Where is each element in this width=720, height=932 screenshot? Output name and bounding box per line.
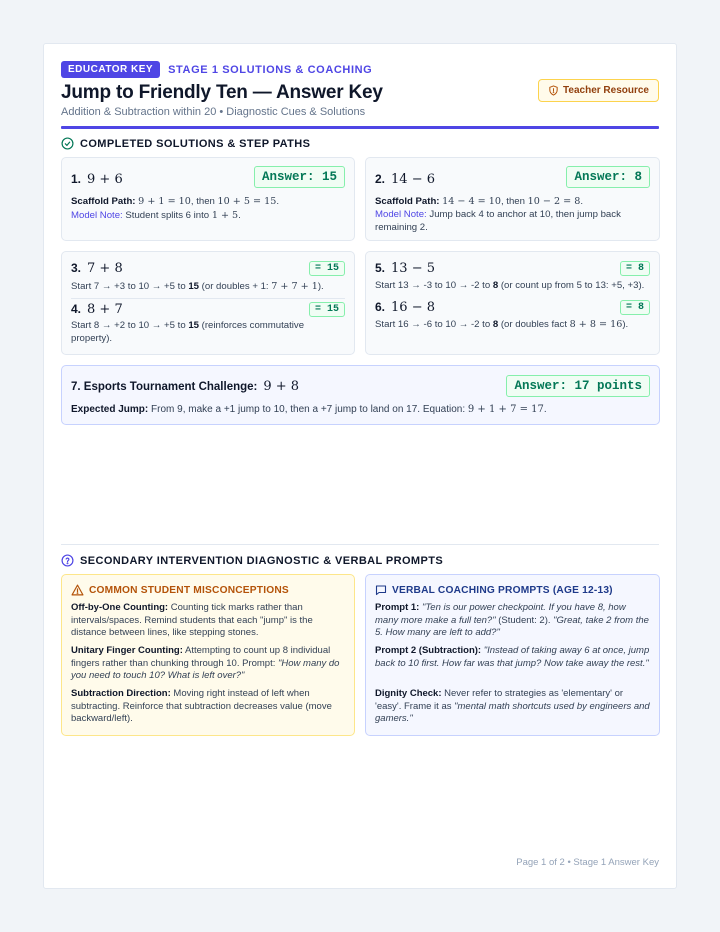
coaching-prompt <box>375 688 651 726</box>
problem-number: 2. <box>375 172 386 186</box>
model-note <box>375 208 651 234</box>
coaching-prompt-quote: "Instead of taking away 6 at once, jump back to 10 first. How far was that jump? Now take away the rest." <box>375 645 650 669</box>
scaffold-end: . <box>580 196 584 207</box>
model-note-math: 1 + 5 <box>211 210 239 221</box>
expected-jump-end: . <box>543 404 547 415</box>
solutions-section-title <box>61 137 310 150</box>
coaching-prompt <box>375 602 651 640</box>
problem-expression: 16 − 8 <box>391 300 435 315</box>
model-note-end: . <box>238 210 241 221</box>
page-footer: Page 1 of 2 • Stage 1 Answer Key <box>516 857 659 868</box>
solution-end: ). <box>622 319 629 330</box>
coaching-prompt-label: Prompt 1: <box>375 602 420 613</box>
problem-number: 3. <box>71 261 82 275</box>
misconception-text: Moving right instead of left when subtracting. Reinforce that subtraction decreases value (move backward/left). <box>71 688 332 725</box>
problem-expression: 14 − 6 <box>391 172 435 187</box>
answer-badge: = 8 <box>620 300 650 315</box>
solution-text-alt: (or count up from 5 to 13: +5, +3). <box>498 280 645 291</box>
answer-badge: = 8 <box>620 261 650 276</box>
expected-jump-text: From 9, make a +1 jump to 10, then a +7 jump to land on 17. Equation: <box>148 404 468 415</box>
solution-end: ). <box>317 281 324 292</box>
misconception-prompt: "How many do you need to touch 10? What is left over?" <box>71 657 340 682</box>
question-circle-icon <box>61 554 74 567</box>
scaffold-label: Scaffold Path: <box>71 196 136 207</box>
solution-text: Start 13 → -3 to 10 → -2 to <box>375 280 493 291</box>
problem-label: 7. Esports Tournament Challenge: <box>71 381 258 393</box>
problem-expression: 9 + 8 <box>263 379 300 394</box>
solution-text-alt: (or doubles + 1: <box>199 281 272 292</box>
answer-key-page <box>43 43 677 889</box>
misconception-text: Attempting to count up 8 individual fingers rather than chunking through 10. Prompt: <box>71 645 331 669</box>
expected-jump <box>71 403 651 416</box>
answer-badge: Answer: 8 <box>566 166 650 188</box>
scaffold-label: Scaffold Path: <box>375 196 440 207</box>
solution-text-alt: (reinforces commutative property). <box>71 320 305 344</box>
misconceptions-header <box>71 584 289 596</box>
scaffold-step-1: 9 + 1 = 10 <box>138 196 191 207</box>
problem-card-5-6 <box>365 251 660 355</box>
misconceptions-title: COMMON STUDENT MISCONCEPTIONS <box>89 584 289 596</box>
model-note-text: Jump back 4 to anchor at 10, then jump back remaining 2. <box>375 209 621 233</box>
page-subtitle: Addition & Subtraction within 20 • Diagnostic Cues & Solutions <box>61 106 366 118</box>
intervention-section-label: SECONDARY INTERVENTION DIAGNOSTIC & VERBAL PROMPTS <box>80 554 444 567</box>
stage-label: STAGE 1 SOLUTIONS & COACHING <box>168 63 373 76</box>
scaffold-step-1: 14 − 4 = 10 <box>442 196 501 207</box>
solution-text: Start 16 → -6 to 10 → -2 to <box>375 319 493 330</box>
page-title: Jump to Friendly Ten — Answer Key <box>61 82 383 103</box>
speech-bubble-icon <box>375 584 387 596</box>
misconception-item <box>71 645 347 683</box>
problem-expression: 7 + 8 <box>87 261 123 276</box>
solution-math: 8 + 8 = 16 <box>569 319 623 330</box>
model-note-label: Model Note: <box>71 210 123 221</box>
solution-path <box>71 319 331 345</box>
misconception-label: Off-by-One Counting: <box>71 602 169 613</box>
solution-math: 7 + 7 + 1 <box>271 281 318 292</box>
problem-4 <box>71 302 123 317</box>
answer-badge: = 15 <box>309 261 345 276</box>
check-circle-icon <box>61 137 74 150</box>
solution-result: 8 <box>492 319 499 330</box>
model-note-text: Student splits 6 into <box>125 210 212 221</box>
solution-path <box>375 318 655 331</box>
problem-card-3-4 <box>61 251 355 355</box>
coaching-prompt-quote: "mental math shortcuts used by engineers and gamers." <box>375 700 650 725</box>
problem-7 <box>71 379 299 394</box>
teacher-resource-badge <box>538 79 659 102</box>
problem-3 <box>71 261 123 276</box>
solution-text-alt: (or doubles fact <box>498 319 570 330</box>
scaffold-end: . <box>276 196 280 207</box>
intervention-section-title <box>61 554 443 567</box>
solution-text: Start 7 → +3 to 10 → +5 to <box>71 281 189 292</box>
shield-icon <box>548 85 559 96</box>
solution-text: Start 8 → +2 to 10 → +5 to <box>71 320 189 331</box>
solution-result: 8 <box>492 280 499 291</box>
header-rule <box>61 126 659 129</box>
coaching-prompt <box>375 645 651 670</box>
model-note <box>71 209 347 222</box>
coaching-card <box>365 574 660 736</box>
teacher-resource-label: Teacher Resource <box>563 85 649 96</box>
problem-card-7 <box>61 365 660 425</box>
solution-result: 15 <box>188 281 199 292</box>
problem-6 <box>375 300 435 315</box>
model-note-label: Model Note: <box>375 209 427 220</box>
section-divider <box>61 544 659 545</box>
problem-number: 6. <box>375 300 386 314</box>
problem-number: 4. <box>71 302 82 316</box>
misconception-text: Counting tick marks rather than intervals/spaces. Remind students that each "jump" is the distance between lines, like stepping stones. <box>71 602 313 639</box>
warning-icon <box>71 584 84 596</box>
problem-5 <box>375 261 435 276</box>
scaffold-connector: , then <box>190 196 218 207</box>
scaffold-step-2: 10 + 5 = 15 <box>217 196 277 207</box>
problem-number: 1. <box>71 172 82 186</box>
problem-1 <box>71 172 123 187</box>
scaffold-step-2: 10 − 2 = 8 <box>527 196 581 207</box>
problem-expression: 9 + 6 <box>87 172 123 187</box>
problem-expression: 8 + 7 <box>87 302 123 317</box>
answer-badge: = 15 <box>309 302 345 317</box>
scaffold-path <box>71 195 347 208</box>
misconception-item <box>71 688 347 726</box>
header-tags <box>61 61 372 78</box>
problem-2 <box>375 172 435 187</box>
coaching-prompt-text: Never refer to strategies as 'elementary' or 'easy'. Frame it as <box>375 688 624 712</box>
answer-badge: Answer: 17 points <box>506 375 650 397</box>
scaffold-path <box>375 195 651 208</box>
misconception-label: Subtraction Direction: <box>71 688 171 699</box>
coaching-prompt-label: Prompt 2 (Subtraction): <box>375 645 482 656</box>
coaching-prompt-quote: "Ten is our power checkpoint. If you have 8, how many more make a full ten?" <box>375 602 626 626</box>
problem-expression: 13 − 5 <box>391 261 435 276</box>
solution-result: 15 <box>188 320 199 331</box>
educator-key-badge: EDUCATOR KEY <box>61 61 160 78</box>
coaching-prompt-aside: (Student: 2). <box>495 614 554 626</box>
coaching-header <box>375 584 613 596</box>
expected-jump-math: 9 + 1 + 7 = 17 <box>467 404 544 415</box>
misconception-label: Unitary Finger Counting: <box>71 645 183 656</box>
coaching-prompt-quote: "Great, take 2 from the 5. How many are left to add?" <box>375 614 649 639</box>
answer-badge: Answer: 15 <box>254 166 345 188</box>
problem-card-1 <box>61 157 355 241</box>
row-divider <box>71 298 345 299</box>
scaffold-connector: , then <box>500 196 528 207</box>
coaching-title: VERBAL COACHING PROMPTS (AGE 12-13) <box>392 584 613 596</box>
solutions-section-label: COMPLETED SOLUTIONS & STEP PATHS <box>80 137 311 150</box>
solution-path <box>71 280 347 293</box>
misconception-item <box>71 602 347 640</box>
solution-path <box>375 279 655 292</box>
coaching-prompt-label: Dignity Check: <box>375 688 442 699</box>
misconceptions-card <box>61 574 355 736</box>
expected-jump-label: Expected Jump: <box>71 404 149 415</box>
problem-number: 5. <box>375 261 386 275</box>
problem-card-2 <box>365 157 660 241</box>
